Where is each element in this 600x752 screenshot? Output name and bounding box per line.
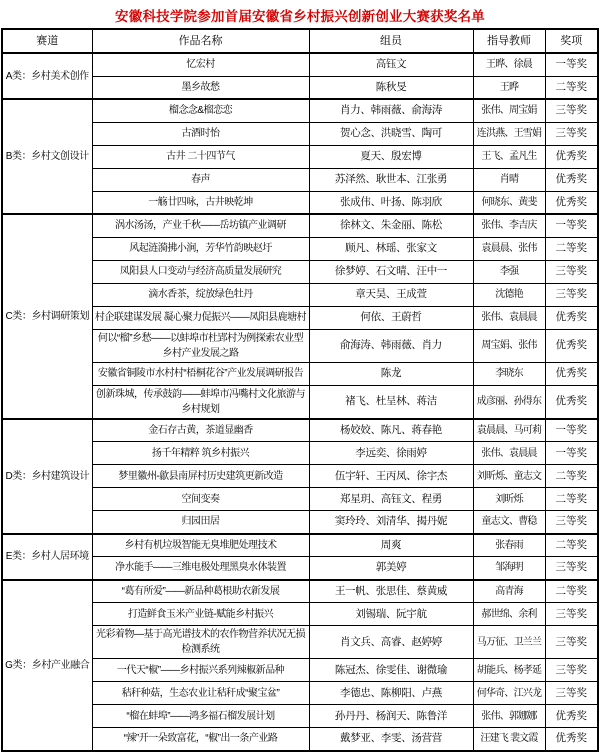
work-cell: 忆宏村 — [92, 53, 309, 76]
table-row — [2, 465, 598, 488]
teachers-cell: 刘昕烁 — [473, 488, 545, 511]
members-cell: 周爽 — [309, 534, 473, 557]
teachers-cell: 张春雨 — [473, 534, 545, 557]
members-cell: 徐梦婷、石文晴、汪中一 — [309, 260, 473, 283]
award-cell: 二等奖 — [545, 76, 598, 99]
members-cell: 郑星玥、高钰文、程勇 — [309, 488, 473, 511]
award-cell: 二等奖 — [545, 237, 598, 260]
work-cell: 光彩着物—基于高光谱技术的农作物营养状况无损检测系统 — [92, 626, 309, 659]
category-label: A类：乡村美术创作 — [2, 53, 92, 99]
award-cell: 三等奖 — [545, 99, 598, 122]
work-cell: 一代天“椒”——乡村振兴系列辣椒新品种 — [92, 659, 309, 682]
work-cell: 扬千年精粹 筑乡村振兴 — [92, 442, 309, 465]
award-cell: 一等奖 — [545, 214, 598, 237]
members-cell: 俞海涛、韩雨薇、肖力 — [309, 329, 473, 362]
work-cell: 金石存古黄，茶道显幽香 — [92, 419, 309, 442]
members-cell: 李德忠、陈柳阳、卢燕 — [309, 682, 473, 705]
work-cell: 古酒时怡 — [92, 122, 309, 145]
header-teachers: 指导教师 — [473, 29, 545, 53]
teachers-cell: 成彦丽、孙得东 — [473, 385, 545, 419]
category-label: G类：乡村产业融合 — [2, 580, 92, 751]
teachers-cell: 肖晴 — [473, 168, 545, 191]
teachers-cell: 何晓东、黄斐 — [473, 191, 545, 214]
members-cell: 肖力、韩雨薇、俞海涛 — [309, 99, 473, 122]
page-title: 安徽科技学院参加首届安徽省乡村振兴创新创业大赛获奖名单 — [115, 9, 485, 24]
award-cell: 优秀奖 — [545, 385, 598, 419]
table-row — [2, 511, 598, 534]
members-cell: 顾凡、林瑶、张家文 — [309, 237, 473, 260]
category-label: D类：乡村建筑设计 — [2, 419, 92, 534]
award-cell: 三等奖 — [545, 659, 598, 682]
members-cell: 李远奕、徐雨婷 — [309, 442, 473, 465]
work-cell: 空间变奏 — [92, 488, 309, 511]
table-row — [2, 362, 598, 385]
table-row — [2, 557, 598, 580]
members-cell: 孙丹丹、杨润天、陈鲁洋 — [309, 705, 473, 728]
award-cell: 优秀奖 — [545, 306, 598, 329]
work-cell: 打造鲜食玉米产业链-赋能乡村振兴 — [92, 603, 309, 626]
work-cell: 村企联建谋发展 凝心聚力促振兴——凤阳县鹿塘村 — [92, 306, 309, 329]
table-row — [2, 53, 598, 76]
teachers-cell: 袁晨晨、张伟 — [473, 237, 545, 260]
teachers-cell: 王晔、徐晨 — [473, 53, 545, 76]
category-label: C类：乡村调研策划 — [2, 214, 92, 419]
members-cell: 窦玲玲、刘清华、揭丹妮 — [309, 511, 473, 534]
members-cell: 杨姣姣、陈凡、蒋春艳 — [309, 419, 473, 442]
table-row — [2, 329, 598, 362]
table-header-row — [2, 29, 598, 53]
work-cell: 滴水香茶，绽放绿色牡丹 — [92, 283, 309, 306]
teachers-cell: 胡能兵、杨孝延 — [473, 659, 545, 682]
work-cell: 何以“榴”乡愁——以蚌埠市杜郢村为例探索农业型乡村产业发展之路 — [92, 329, 309, 362]
table-row — [2, 626, 598, 659]
work-cell: 榴念念&榴恋恋 — [92, 99, 309, 122]
teachers-cell: 袁晨晨、马可莉 — [473, 419, 545, 442]
work-cell: 净水能手——三维电极处理黑臭水体装置 — [92, 557, 309, 580]
award-cell: 三等奖 — [545, 603, 598, 626]
members-cell: 夏天、殷宏博 — [309, 145, 473, 168]
award-cell: 二等奖 — [545, 488, 598, 511]
teachers-cell: 张伟、袁晨晨 — [473, 442, 545, 465]
table-row — [2, 260, 598, 283]
teachers-cell: 李晓东 — [473, 362, 545, 385]
teachers-cell: 汪建飞 裴文霞 — [473, 728, 545, 751]
table-row — [2, 76, 598, 99]
work-cell: 风起涟漪拂小涧，芳华竹韵映赵圩 — [92, 237, 309, 260]
awards-table — [1, 28, 599, 752]
award-cell: 优秀奖 — [545, 728, 598, 751]
work-cell: 安徽省铜陵市水村村“梧桐花谷”产业发展调研报告 — [92, 362, 309, 385]
award-cell: 三等奖 — [545, 260, 598, 283]
table-row — [2, 419, 598, 442]
award-cell: 一等奖 — [545, 419, 598, 442]
work-cell: 乡村有机垃圾智能无臭堆肥处理技术 — [92, 534, 309, 557]
members-cell: 刘锡瑞、阮宇航 — [309, 603, 473, 626]
award-cell: 优秀奖 — [545, 168, 598, 191]
work-cell: 墨乡故愁 — [92, 76, 309, 99]
work-cell: “辣”开一朵致富花，“椒”出一条产业路 — [92, 728, 309, 751]
award-cell: 一等奖 — [545, 53, 598, 76]
award-cell: 三等奖 — [545, 626, 598, 659]
work-cell: 一觞廿四咏，古井映乾坤 — [92, 191, 309, 214]
teachers-cell: 刘昕烁、童志文 — [473, 465, 545, 488]
members-cell: 徐林文、朱金丽、陈松 — [309, 214, 473, 237]
members-cell: 陈冠杰、徐雯佳、谢微瑜 — [309, 659, 473, 682]
teachers-cell: 高青海 — [473, 580, 545, 603]
teachers-cell: 周宝娟、张伟 — [473, 329, 545, 362]
table-row — [2, 385, 598, 419]
table-row — [2, 488, 598, 511]
table-row — [2, 306, 598, 329]
teachers-cell: 童志文、曹稳 — [473, 511, 545, 534]
teachers-cell: 张伟、李吉庆 — [473, 214, 545, 237]
award-cell: 优秀奖 — [545, 329, 598, 362]
table-row — [2, 659, 598, 682]
table-row — [2, 283, 598, 306]
members-cell: 王一帆、张思佳、蔡黄威 — [309, 580, 473, 603]
work-cell: 春声 — [92, 168, 309, 191]
award-cell: 二等奖 — [545, 534, 598, 557]
table-row — [2, 122, 598, 145]
table-row — [2, 145, 598, 168]
teachers-cell: 邹海明 — [473, 557, 545, 580]
table-row — [2, 442, 598, 465]
teachers-cell: 沈德艳 — [473, 283, 545, 306]
teachers-cell: 郝世绵、余利 — [473, 603, 545, 626]
work-cell: “葛有所爱”——新品种葛根助农新发展 — [92, 580, 309, 603]
header-members: 组员 — [309, 29, 473, 53]
table-row — [2, 168, 598, 191]
teachers-cell: 王晔 — [473, 76, 545, 99]
members-cell: 褚飞、杜呈林、蒋洁 — [309, 385, 473, 419]
award-cell: 三等奖 — [545, 122, 598, 145]
members-cell: 苏泽然、耿世本、江张勇 — [309, 168, 473, 191]
award-cell: 二等奖 — [545, 580, 598, 603]
members-cell: 章天昊、王成萱 — [309, 283, 473, 306]
table-row — [2, 99, 598, 122]
header-award: 奖项 — [545, 29, 598, 53]
work-cell: 秸秆种菇，生态农业让秸秆成“聚宝盆” — [92, 682, 309, 705]
award-cell: 三等奖 — [545, 557, 598, 580]
teachers-cell: 马万征、卫兰兰 — [473, 626, 545, 659]
table-row — [2, 237, 598, 260]
work-cell: “榴在蚌埠”——鸿多福石榴发展计划 — [92, 705, 309, 728]
members-cell: 张成伟、叶扬、陈羽欣 — [309, 191, 473, 214]
work-cell: 梦里徽州-歙县南屏村历史建筑更新改造 — [92, 465, 309, 488]
award-cell: 三等奖 — [545, 511, 598, 534]
award-cell: 优秀奖 — [545, 362, 598, 385]
teachers-cell: 张伟、周宝娟 — [473, 99, 545, 122]
table-row — [2, 534, 598, 557]
members-cell: 高钰文 — [309, 53, 473, 76]
category-label: B类：乡村文创设计 — [2, 99, 92, 214]
header-track: 赛道 — [2, 29, 92, 53]
members-cell: 郭美婷 — [309, 557, 473, 580]
table-row — [2, 580, 598, 603]
header-work-name: 作品名称 — [92, 29, 309, 53]
members-cell: 陈秋旻 — [309, 76, 473, 99]
table-row — [2, 191, 598, 214]
teachers-cell: 王飞、孟凡生 — [473, 145, 545, 168]
work-cell: 创新珠城，传承鼓韵——蚌埠市冯嘴村文化旅游与乡村规划 — [92, 385, 309, 419]
table-row — [2, 682, 598, 705]
members-cell: 陈龙 — [309, 362, 473, 385]
award-cell: 三等奖 — [545, 283, 598, 306]
teachers-cell: 李强 — [473, 260, 545, 283]
members-cell: 伍宇轩、王丙凤、徐宇杰 — [309, 465, 473, 488]
members-cell: 何依、王蔚哲 — [309, 306, 473, 329]
members-cell: 戴梦亚、李雯、汤营营 — [309, 728, 473, 751]
award-cell: 优秀奖 — [545, 705, 598, 728]
members-cell: 肖文兵、高睿、赵婷婷 — [309, 626, 473, 659]
teachers-cell: 张伟、郭娜娜 — [473, 705, 545, 728]
work-cell: 涡水汤汤，产业千秋——岳坊镇产业调研 — [92, 214, 309, 237]
category-label: E类：乡村人居环境 — [2, 534, 92, 580]
work-cell: 凤阳县人口变动与经济高质量发展研究 — [92, 260, 309, 283]
award-cell: 优秀奖 — [545, 191, 598, 214]
award-cell: 优秀奖 — [545, 145, 598, 168]
work-cell: 古井 二十四节气 — [92, 145, 309, 168]
table-row — [2, 705, 598, 728]
table-row — [2, 603, 598, 626]
teachers-cell: 连洪燕、王雪娟 — [473, 122, 545, 145]
members-cell: 贺心念、洪晓雪、陶可 — [309, 122, 473, 145]
award-cell: 一等奖 — [545, 442, 598, 465]
teachers-cell: 何华奇、江兴龙 — [473, 682, 545, 705]
work-cell: 归园田居 — [92, 511, 309, 534]
teachers-cell: 张伟、袁晨晨 — [473, 306, 545, 329]
table-body — [2, 53, 598, 751]
award-cell: 二等奖 — [545, 465, 598, 488]
table-row — [2, 728, 598, 751]
table-row — [2, 214, 598, 237]
award-cell: 三等奖 — [545, 682, 598, 705]
